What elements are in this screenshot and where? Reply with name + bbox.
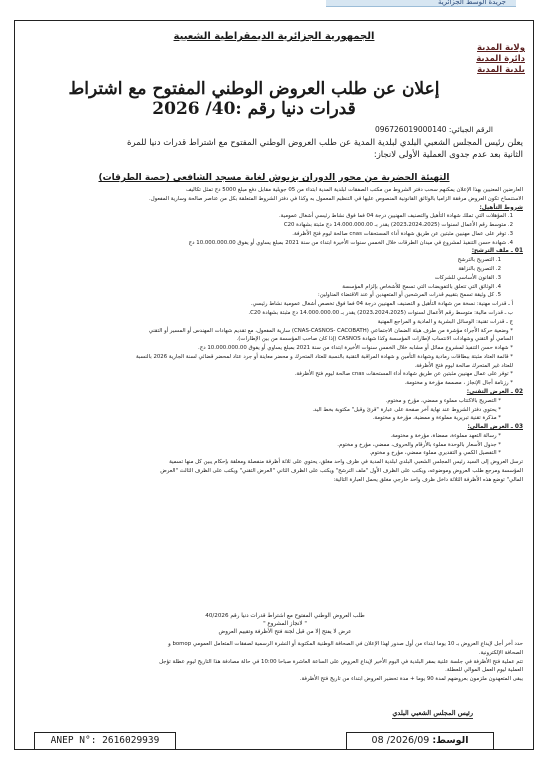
body-paragraph: المؤسسة ومرجع طلب العروض وموضوعه، ويكتب على الظرف الأول "ملف الترشح" ويكتب على الظرف الثاني "العرض التقني" ويكتب على الظرف الثالث "العرض — [160, 468, 523, 474]
body-paragraph: الاستنساخ تكون العروض مرفقة الزاميا بالوثائق القانونية المنصوص عليها في التنظيم المعمول به وكذا في دفتر الشروط المتعلقة بكل من عناصر صالحة وسارية المفعول. — [149, 195, 523, 202]
signature-title: رئيس المجلس الشعبي البلدي — [392, 709, 473, 717]
republic-header: الجمهورية الجزائرية الديمقراطية الشعبية — [173, 31, 375, 42]
body-paragraph: 2. متوسط رقم الأعمال لسنوات (2023،2024،2025) يقدر بـ 14.000.000.00 دج مثبتة بشهادة C20 — [283, 222, 513, 229]
body-paragraph: * رزنامة آجال الإنجاز ، مصممة مؤرخة و مختومة. — [404, 380, 513, 387]
body-paragraph: ب ـ قدرات مالية: متوسط رقم الأعمال لسنوات (2023،2024،2025) يقدر بـ 14.000.000.00 دج مثبتة بشهادة C20. — [248, 309, 513, 316]
administrative-header — [455, 43, 525, 76]
body-paragraph: 1. المؤهلات التي تملك شهادة التأهيل والتصنيف المهنيين درجة 04 فما فوق نشاط رئيسي أشغال عمومية. — [278, 213, 513, 220]
newspaper-brand: جريدة الوسط الجزائرية — [437, 0, 506, 6]
closing-paragraph: تتم عملية فتح الأظرفة في جلسة علنية بمقر البلدية في اليوم الأخير لإيداع العروض على الساعة العاشرة صباحا 10:00 في حالة مصادفة هذا التاريخ ليوم عطلة تؤجل — [159, 658, 523, 665]
body-paragraph: 4. الوثائق التي تتعلق بالتفويضات التي تسمح للأشخاص بإلزام المؤسسة — [342, 283, 501, 290]
body-paragraph: للعتاد غير المتحرك صالحة ليوم فتح الأظرفة. — [414, 362, 513, 369]
daira-line: دائرة المدية — [476, 54, 525, 64]
anep-number-box: ANEP N°: 2616029939 — [34, 732, 176, 750]
newspaper-label: الوسط: — [432, 735, 469, 746]
closing-paragraph: حدد آخر أجل لإيداع العروض بـ 10 يوما ابتداء من أول صدور لهذا الإعلان في الصحافة الوطنية المكتوبة أو النشرة الرسمية لصفقات المتعامل العمومي bomop و — [168, 641, 523, 647]
body-paragraph: أ ـ قدرات مهنية: نسخة من شهادة التأهيل و التصنيف المهنيين درجة 04 فما فوق تخصص أشغال عمومية نشاط رئيسي. — [250, 301, 513, 308]
body-paragraph: * توفر على عمال مهنيين مثبتين عن طريق شهادة أداء المستحقات cnas صالحة ليوم فتح الأظرفة. — [294, 371, 513, 378]
project-title: التهيئة الحضرية من محور الدوران بزيوش لغاية مسجد الشافعي (حصة الطرقات) — [98, 173, 450, 183]
body-paragraph: المالي" توضع هذه الأظرفة الثلاثة داخل ظرف واحد خارجي مغلق يحمل العبارة التالية: — [333, 476, 523, 483]
body-paragraph: * التصريح بالاكتتاب مملوء و ممضي، مؤرخ و مختوم. — [385, 397, 501, 404]
body-paragraph: 1. التصريح بالترشح — [457, 257, 501, 264]
tax-number: الرقم الجبائي: 096726019000140 — [374, 125, 493, 134]
body-paragraph: العارضين المعنيين بهذا الإعلان يمكنهم سحب دفتر الشروط من مكتب الصفقات لبلدية المدية ابتداء من 05 جويلية مقابل دفع مبلغ 5000 دج تمثل تكاليف — [185, 187, 523, 193]
inscription-line: " لانجاز المشروع " — [263, 620, 307, 627]
top-banner — [0, 0, 546, 8]
body-paragraph: * شهادة حسن التنفيذ لمشروع مماثل أو مشابه خلال الخمس سنوات الأخيرة ابتداء من سنة 2021 بمبلغ يساوي أو يفوق 10.000.000.00 دج. — [198, 345, 513, 352]
announcement-closing — [25, 641, 523, 685]
body-paragraph: 02 ـ العرض التقني: — [466, 388, 523, 395]
body-paragraph: * مذكرة تقنية تبريرية مملوءة و ممضية، مؤرخة و مختومة. — [372, 415, 501, 422]
body-paragraph: * يحتوي دفتر الشروط عند نهاية آخر صفحة على عبارة "قرئ وقبل" مكتوبة بخط اليد. — [312, 406, 501, 413]
body-paragraph: * جدول الأسعار بالوحدة مملوء بالأرقام والحروف، ممضي، مؤرخ و مختوم. — [337, 441, 501, 448]
body-paragraph: 03 ـ العرض المالي: — [467, 424, 523, 431]
body-paragraph: * وضعية حركة الأجراء مؤشرة من طرف هيئة الضمان الاجتماعي (CNAS-CASNOS- CACOBATH) سارية المفعول، مع تقديم شهادات المهندس أو المسير أو التقني — [148, 327, 513, 334]
body-paragraph: 3. القانون الأساسي للشركات — [434, 274, 501, 281]
wilaya-line: ولاية المدية — [477, 43, 525, 53]
intro-line-2: الثانية بعد عدم جدوى العملية الأولى لانجاز: — [373, 150, 523, 160]
announcement-page — [14, 20, 534, 750]
announcement-title: إعلان عن طلب العروض الوطني المفتوح مع اشتراط قدرات دنيا رقم :40/ 2026 — [68, 79, 440, 119]
body-paragraph: * رسالة التعهد مملوءة، ممضاة، مؤرخة و مختومة. — [390, 432, 501, 439]
publication-date: 2026/09/ 08 — [371, 735, 430, 746]
closing-paragraph: العملية ليوم العمل الموالي للعطلة. — [445, 667, 523, 674]
body-paragraph: ج ـ قدرات تقنية: الوسائل البشرية و المادية و المراجع المهنية — [377, 318, 513, 325]
closing-paragraph: الصحافة الإلكترونية. — [478, 649, 523, 656]
commune-line: بلدية المدية — [477, 65, 525, 75]
body-paragraph: 01 ـ ملف الترشح: — [471, 248, 523, 255]
closing-paragraph: يبقى المتعهدون ملزمون بعروضهم لمدة 90 يوما + مدة تحضير العروض ابتداء من تاريخ فتح الأظرفة. — [299, 676, 523, 683]
envelope-inscription — [195, 613, 375, 636]
body-paragraph: 2. التصريح بالنزاهة — [458, 266, 501, 273]
body-paragraph: ترسل العروض إلى السيد رئيس المجلس الشعبي البلدي لبلدية المدية في ظرف واحد مغلق، يحتوي على ثلاثة أظرفة منفصلة ومغلقة بإحكام يبين كل منها تسمية — [169, 459, 523, 466]
inscription-line: طلب العروض الوطني المفتوح مع اشتراط قدرات دنيا رقم 40/2026 — [205, 613, 365, 619]
body-paragraph: * التفصيل الكمي و التقديري مملوء ممضي، مؤرخ و مختوم. — [369, 450, 501, 457]
publication-date-box — [346, 732, 494, 750]
body-paragraph: شروط التأهيل: — [479, 204, 523, 211]
announcement-body — [25, 187, 523, 486]
body-paragraph: * قائمة العتاد مثبتة ببطاقات رمادية وشهادة التأمين و شهادة المراقبة التقنية بالنسبة للعتاد المتحرك و محضر معاينة أو جرد عتاد لمحضر قضائي لسنة الجارية 2026 بالنسبة — [135, 353, 513, 360]
body-paragraph: 4. شهادة حسن التنفيذ لمشروع في ميدان الطرقات خلال الخمس سنوات الأخيرة ابتداء من سنة 2021 بمبلغ يساوي أو يفوق 10.000.000.00 دج — [188, 239, 513, 246]
inscription-line: عرض لا يفتح إلا من قبل لجنة فتح الأظرفة وتقييم العروض — [218, 628, 352, 635]
body-paragraph: السامي أو التقني وشهادات الانتساب لإطارات المؤسسة وكذا شهادة CASNOS (إذا كان صاحب المؤسسة من بين الإطارات). — [236, 336, 513, 343]
intro-line-1: يعلن رئيس المجلس الشعبي البلدي لبلدية المدية عن طلب العروض الوطني المفتوح مع اشتراط قدرات دنيا للمرة — [127, 138, 523, 148]
body-paragraph: 3. توفر على عمال مهنيين مثبتين عن طريق شهادة أداء المستحقات cnas صالحة ليوم فتح الأظرفة. — [292, 230, 513, 237]
body-paragraph: 5. كل وثيقة تسمح بتقييم قدرات المرشحين أو المتعهدين أو عند الاقتضاء المناولين: — [317, 292, 501, 299]
